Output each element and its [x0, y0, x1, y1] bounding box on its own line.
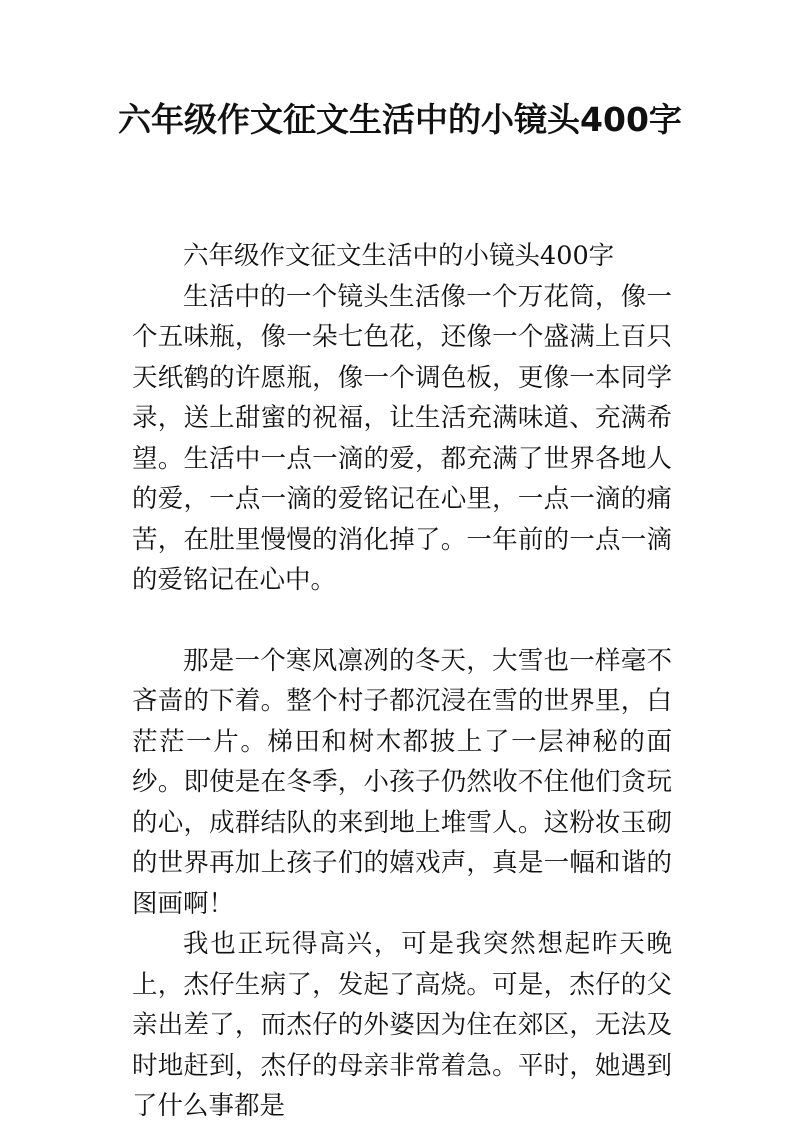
paragraph-intro: 生活中的一个镜头生活像一个万花筒，像一个五味瓶，像一朵七色花，还像一个盛满上百只天纸鹤的许愿瓶，像一个调色板，更像一本同学录，送上甜蜜的祝福，让生活充满味道、充满希望。生活中一点一滴的爱，都充满了世界各地人的爱，一点一滴的爱铭记在心里，一点一滴的痛苦，在肚里慢慢的消化掉了。一年前的一点一滴的爱铭记在心中。: [132, 281, 672, 595]
document-body: [132, 236, 672, 1127]
paragraph-jiezai-illness: 我也正玩得高兴，可是我突然想起昨天晚上，杰仔生病了，发起了高烧。可是，杰仔的父亲出差了，而杰仔的外婆因为住在郊区，无法及时地赶到，杰仔的母亲非常着急。平时，她遇到了什么事都是: [132, 929, 672, 1121]
paragraph-winter-scene: 那是一个寒风凛冽的冬天，大雪也一样毫不吝啬的下着。整个村子都沉浸在雪的世界里，白茫茫一片。梯田和树木都披上了一层神秘的面纱。即使是在冬季，小孩子仍然收不住他们贪玩的心，成群结队的来到地上堆雪人。这粉妆玉砌的世界再加上孩子们的嬉戏声，真是一幅和谐的图画啊！: [132, 645, 672, 919]
paragraph-heading-repeat: 六年级作文征文生活中的小镜头400字: [183, 241, 615, 271]
document-title: 六年级作文征文生活中的小镜头400字: [118, 100, 682, 139]
